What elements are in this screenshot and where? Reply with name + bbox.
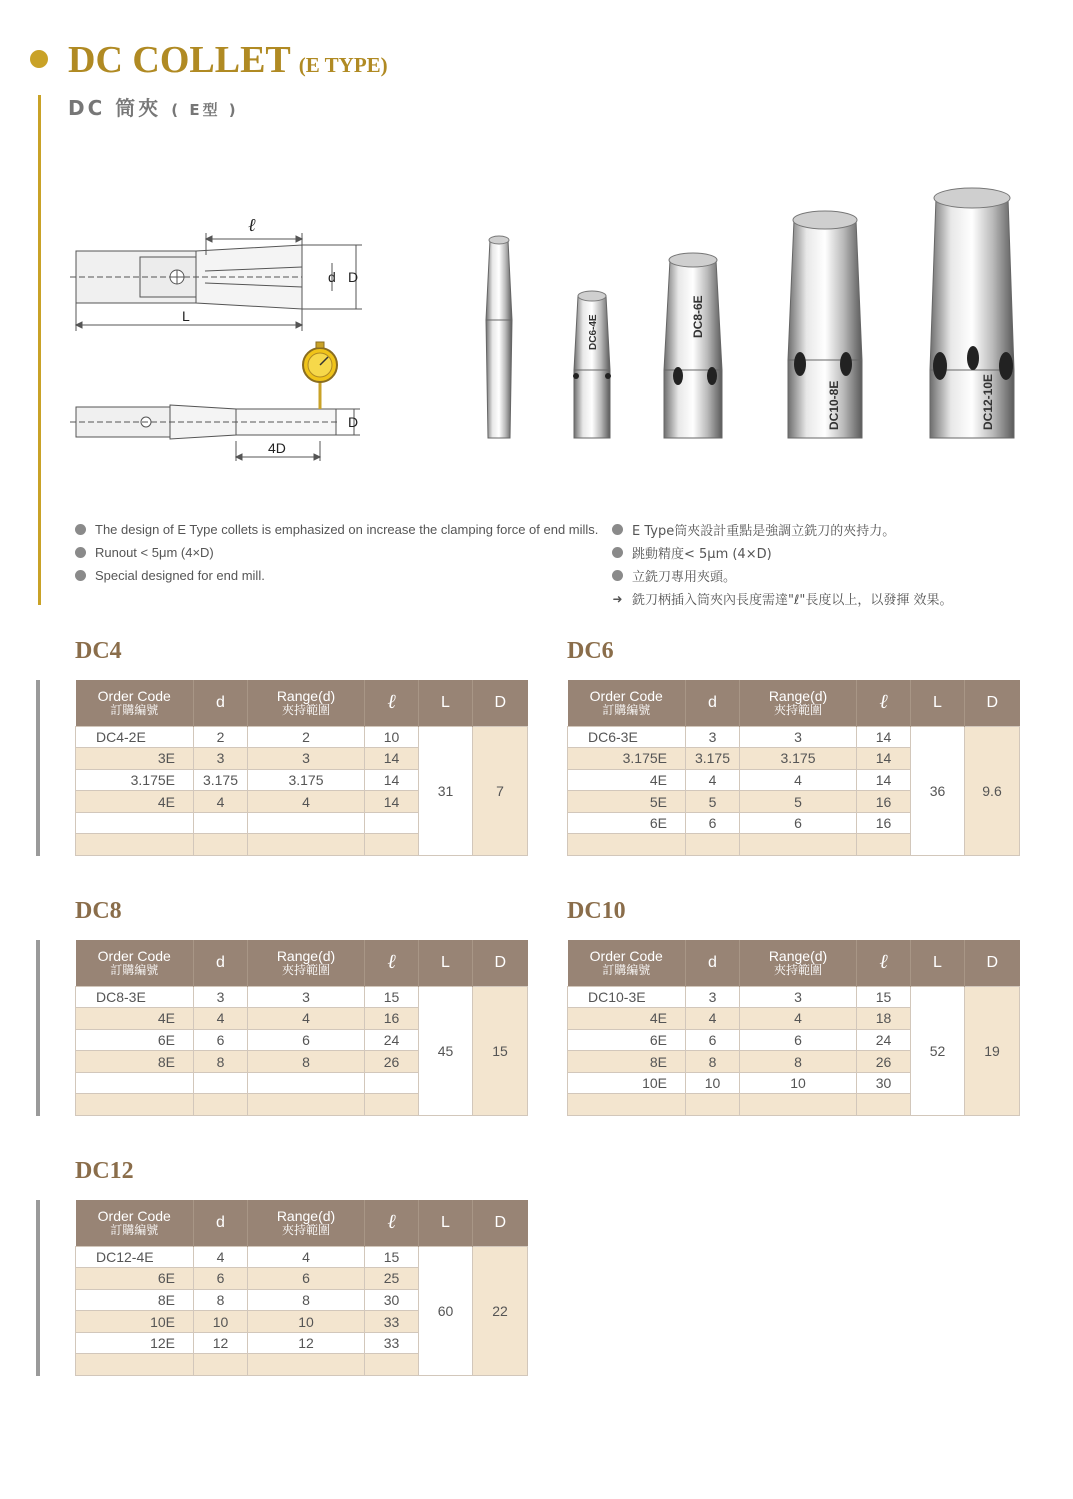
cell-d: 8	[194, 1289, 248, 1311]
cell-d: 3	[194, 748, 248, 770]
section-title-dc4: DC4	[75, 638, 122, 664]
feature-item: ➜ 銑刀柄插入筒夾內長度需達"ℓ"長度以上，以發揮 效果。	[612, 591, 953, 608]
table-row	[76, 726, 528, 748]
cell-d: 3	[686, 986, 740, 1008]
cell-range	[248, 834, 365, 856]
cell-range: 4	[248, 791, 365, 813]
header-L: L	[419, 1200, 473, 1246]
cell-range	[740, 834, 857, 856]
cell-order-code: 12E	[76, 1332, 194, 1354]
cell-range	[248, 1354, 365, 1376]
table-header-row	[76, 1200, 528, 1246]
cell-order-code: 4E	[76, 1008, 194, 1030]
collet-photo-dc10	[788, 211, 862, 438]
header-order-code: Order Code 訂購編號	[568, 680, 686, 726]
cell-ell: 16	[857, 812, 911, 834]
cell-range: 4	[740, 769, 857, 791]
cell-d	[194, 1072, 248, 1094]
cell-order-code: 6E	[568, 812, 686, 834]
spec-table-dc12	[75, 1200, 528, 1376]
header-L: L	[911, 940, 965, 986]
cell-ell	[365, 834, 419, 856]
cell-ell: 14	[365, 769, 419, 791]
cell-order-code	[76, 812, 194, 834]
section-title-dc12: DC12	[75, 1158, 134, 1184]
cell-order-code	[76, 834, 194, 856]
cell-d: 8	[194, 1051, 248, 1073]
header-L: L	[419, 940, 473, 986]
bullet-dot-icon	[612, 570, 623, 581]
table-row	[76, 1246, 528, 1268]
dim-label-D: D	[348, 269, 359, 285]
cell-D: 15	[473, 986, 528, 1116]
cell-d: 6	[686, 812, 740, 834]
section-side-bar	[36, 680, 40, 856]
cell-order-code: DC12-4E	[76, 1246, 194, 1268]
cell-d: 3.175	[686, 748, 740, 770]
cell-ell: 18	[857, 1008, 911, 1030]
cell-order-code: 6E	[568, 1029, 686, 1051]
subtitle-suffix: ( E型 )	[171, 101, 239, 119]
cell-d: 6	[194, 1268, 248, 1290]
cell-L: 60	[419, 1246, 473, 1376]
feature-list-chinese	[612, 518, 952, 610]
cell-range: 5	[740, 791, 857, 813]
bullet-dot-icon	[75, 570, 86, 581]
cell-range: 6	[248, 1029, 365, 1051]
cell-order-code: 4E	[568, 1008, 686, 1030]
cell-range: 2	[248, 726, 365, 748]
bullet-dot-icon	[612, 524, 623, 535]
header-ell: ℓ	[857, 680, 911, 726]
cell-ell: 26	[857, 1051, 911, 1073]
header-ell: ℓ	[365, 940, 419, 986]
header-D: D	[473, 1200, 528, 1246]
cell-ell	[857, 834, 911, 856]
collet-photo-dc4	[486, 236, 512, 438]
header-ell: ℓ	[365, 1200, 419, 1246]
cell-order-code: 3.175E	[568, 748, 686, 770]
cell-d: 10	[686, 1072, 740, 1094]
header-ell: ℓ	[857, 940, 911, 986]
cell-ell: 15	[365, 1246, 419, 1268]
header-D: D	[965, 680, 1020, 726]
spec-table-dc10	[567, 940, 1020, 1116]
feature-item: 立銑刀專用夾頭。	[612, 564, 952, 587]
cell-ell: 15	[857, 986, 911, 1008]
cell-order-code: 3.175E	[76, 769, 194, 791]
cell-d: 4	[194, 791, 248, 813]
cell-d: 4	[194, 1008, 248, 1030]
cell-order-code: DC4-2E	[76, 726, 194, 748]
header-L: L	[419, 680, 473, 726]
section-side-bar	[36, 1200, 40, 1376]
page-title	[68, 38, 388, 82]
cell-range: 8	[740, 1051, 857, 1073]
dim-label-l: ℓ	[248, 215, 256, 235]
table-row	[568, 726, 1020, 748]
title-main: DC COLLET	[68, 39, 291, 81]
header-d: d	[194, 1200, 248, 1246]
cell-order-code: DC6-3E	[568, 726, 686, 748]
cell-ell	[365, 1354, 419, 1376]
cell-d	[686, 834, 740, 856]
cell-ell: 14	[857, 748, 911, 770]
cell-order-code: DC8-3E	[76, 986, 194, 1008]
cell-order-code: 3E	[76, 748, 194, 770]
cell-d: 6	[194, 1029, 248, 1051]
cell-range: 6	[740, 812, 857, 834]
cell-order-code: 4E	[76, 791, 194, 813]
cell-ell: 33	[365, 1311, 419, 1333]
cell-order-code	[76, 1354, 194, 1376]
cell-d: 6	[686, 1029, 740, 1051]
page-subtitle	[68, 92, 239, 121]
section-side-bar	[36, 940, 40, 1116]
cell-ell: 14	[857, 726, 911, 748]
cell-d: 4	[686, 1008, 740, 1030]
feature-item: The design of E Type collets is emphasized on increase the clamping force of end mills.	[75, 518, 598, 541]
table-header-row	[568, 680, 1020, 726]
cell-d: 5	[686, 791, 740, 813]
header-range: Range(d) 夾持範圍	[740, 940, 857, 986]
spec-table-dc8	[75, 940, 528, 1116]
cell-range: 3.175	[248, 769, 365, 791]
header-D: D	[473, 680, 528, 726]
cell-order-code: 4E	[568, 769, 686, 791]
cell-ell	[365, 1072, 419, 1094]
cell-d: 4	[686, 769, 740, 791]
cell-d	[194, 812, 248, 834]
header-order-code: Order Code 訂購編號	[568, 940, 686, 986]
photo-label-dc12: DC12-10E	[981, 373, 995, 430]
cell-range	[248, 1072, 365, 1094]
subtitle-main: DC 筒夾	[68, 96, 162, 120]
cell-range: 6	[248, 1268, 365, 1290]
cell-range: 8	[248, 1051, 365, 1073]
cell-order-code: DC10-3E	[568, 986, 686, 1008]
header-order-code: Order Code 訂購編號	[76, 1200, 194, 1246]
cell-d	[194, 834, 248, 856]
cell-range: 8	[248, 1289, 365, 1311]
cell-ell: 16	[365, 1008, 419, 1030]
cell-d	[194, 1354, 248, 1376]
cell-ell	[857, 1094, 911, 1116]
cell-ell: 25	[365, 1268, 419, 1290]
cell-ell: 16	[857, 791, 911, 813]
header-range: Range(d) 夾持範圍	[740, 680, 857, 726]
cell-ell: 14	[857, 769, 911, 791]
cell-ell: 30	[365, 1289, 419, 1311]
cell-order-code: 10E	[76, 1311, 194, 1333]
cell-d: 8	[686, 1051, 740, 1073]
dim-label-L: L	[182, 308, 190, 324]
feature-list-english	[75, 518, 598, 587]
cell-ell: 24	[857, 1029, 911, 1051]
header-range: Range(d) 夾持範圍	[248, 680, 365, 726]
cell-range: 3	[740, 986, 857, 1008]
bullet-dot-icon	[612, 547, 623, 558]
arrow-bullet-icon: ➜	[612, 591, 623, 606]
cell-D: 19	[965, 986, 1020, 1116]
cell-range: 3	[248, 986, 365, 1008]
spec-table-dc6	[567, 680, 1020, 856]
cell-L: 31	[419, 726, 473, 856]
collet-photo-dc6	[573, 291, 611, 438]
cell-D: 7	[473, 726, 528, 856]
bullet-dot-icon	[75, 547, 86, 558]
header-d: d	[194, 940, 248, 986]
cell-order-code: 8E	[568, 1051, 686, 1073]
cell-d: 10	[194, 1311, 248, 1333]
cell-range: 10	[248, 1311, 365, 1333]
cell-ell: 14	[365, 791, 419, 813]
cell-order-code: 6E	[76, 1029, 194, 1051]
photo-label-dc10: DC10-8E	[827, 380, 841, 430]
cell-order-code	[568, 1094, 686, 1116]
cell-d	[194, 1094, 248, 1116]
feature-item: E Type筒夾設計重點是強調立銑刀的夾持力。	[612, 518, 952, 541]
cell-range: 4	[248, 1008, 365, 1030]
cell-ell: 26	[365, 1051, 419, 1073]
section-title-dc8: DC8	[75, 898, 122, 924]
collet-technical-drawing	[70, 205, 370, 465]
header-D: D	[473, 940, 528, 986]
cell-d: 4	[194, 1246, 248, 1268]
spec-table-dc4	[75, 680, 528, 856]
cell-L: 36	[911, 726, 965, 856]
collet-photo-dc12	[930, 188, 1014, 438]
cell-order-code: 8E	[76, 1051, 194, 1073]
collet-product-photos	[470, 180, 1050, 460]
cell-range: 6	[740, 1029, 857, 1051]
cell-d: 12	[194, 1332, 248, 1354]
photo-label-dc8: DC8-6E	[691, 295, 705, 338]
dim-label-D-bottom: D	[348, 414, 359, 430]
cell-order-code	[568, 834, 686, 856]
table-row	[76, 986, 528, 1008]
photo-label-dc6: DC6-4E	[588, 314, 599, 350]
cell-range: 12	[248, 1332, 365, 1354]
cell-order-code: 10E	[568, 1072, 686, 1094]
cell-order-code: 8E	[76, 1289, 194, 1311]
header-ell: ℓ	[365, 680, 419, 726]
cell-d: 3.175	[194, 769, 248, 791]
cell-order-code: 5E	[568, 791, 686, 813]
cell-ell: 24	[365, 1029, 419, 1051]
cell-L: 52	[911, 986, 965, 1116]
cell-d	[686, 1094, 740, 1116]
bullet-dot-icon	[75, 524, 86, 535]
section-title-dc10: DC10	[567, 898, 626, 924]
feature-item: Runout < 5μm (4×D)	[75, 541, 598, 564]
header-L: L	[911, 680, 965, 726]
cell-range	[248, 812, 365, 834]
cell-range: 3.175	[740, 748, 857, 770]
feature-item: Special designed for end mill.	[75, 564, 598, 587]
feature-item: 跳動精度< 5μm (4×D)	[612, 541, 952, 564]
cell-range: 10	[740, 1072, 857, 1094]
dim-label-d: d	[328, 269, 336, 285]
table-header-row	[76, 940, 528, 986]
dim-label-4D: 4D	[268, 440, 286, 456]
header-d: d	[686, 680, 740, 726]
table-row	[568, 986, 1020, 1008]
cell-order-code	[76, 1072, 194, 1094]
section-title-dc6: DC6	[567, 638, 614, 664]
cell-range	[740, 1094, 857, 1116]
cell-D: 22	[473, 1246, 528, 1376]
cell-ell	[365, 812, 419, 834]
header-d: d	[194, 680, 248, 726]
header-D: D	[965, 940, 1020, 986]
header-range: Range(d) 夾持範圍	[248, 940, 365, 986]
cell-D: 9.6	[965, 726, 1020, 856]
header-order-code: Order Code 訂購編號	[76, 680, 194, 726]
cell-ell: 10	[365, 726, 419, 748]
header-range: Range(d) 夾持範圍	[248, 1200, 365, 1246]
title-suffix: (E TYPE)	[298, 53, 388, 77]
cell-range: 3	[740, 726, 857, 748]
header-order-code: Order Code 訂購編號	[76, 940, 194, 986]
cell-ell: 14	[365, 748, 419, 770]
cell-L: 45	[419, 986, 473, 1116]
table-header-row	[568, 940, 1020, 986]
cell-ell: 15	[365, 986, 419, 1008]
table-header-row	[76, 680, 528, 726]
cell-d: 3	[686, 726, 740, 748]
cell-ell	[365, 1094, 419, 1116]
title-bullet-dot	[30, 50, 48, 68]
collet-photo-dc8	[664, 253, 722, 438]
left-accent-bar	[38, 95, 41, 605]
cell-range: 4	[248, 1246, 365, 1268]
cell-ell: 30	[857, 1072, 911, 1094]
cell-range: 4	[740, 1008, 857, 1030]
cell-range	[248, 1094, 365, 1116]
cell-order-code	[76, 1094, 194, 1116]
header-d: d	[686, 940, 740, 986]
cell-order-code: 6E	[76, 1268, 194, 1290]
cell-ell: 33	[365, 1332, 419, 1354]
cell-range: 3	[248, 748, 365, 770]
cell-d: 2	[194, 726, 248, 748]
cell-d: 3	[194, 986, 248, 1008]
